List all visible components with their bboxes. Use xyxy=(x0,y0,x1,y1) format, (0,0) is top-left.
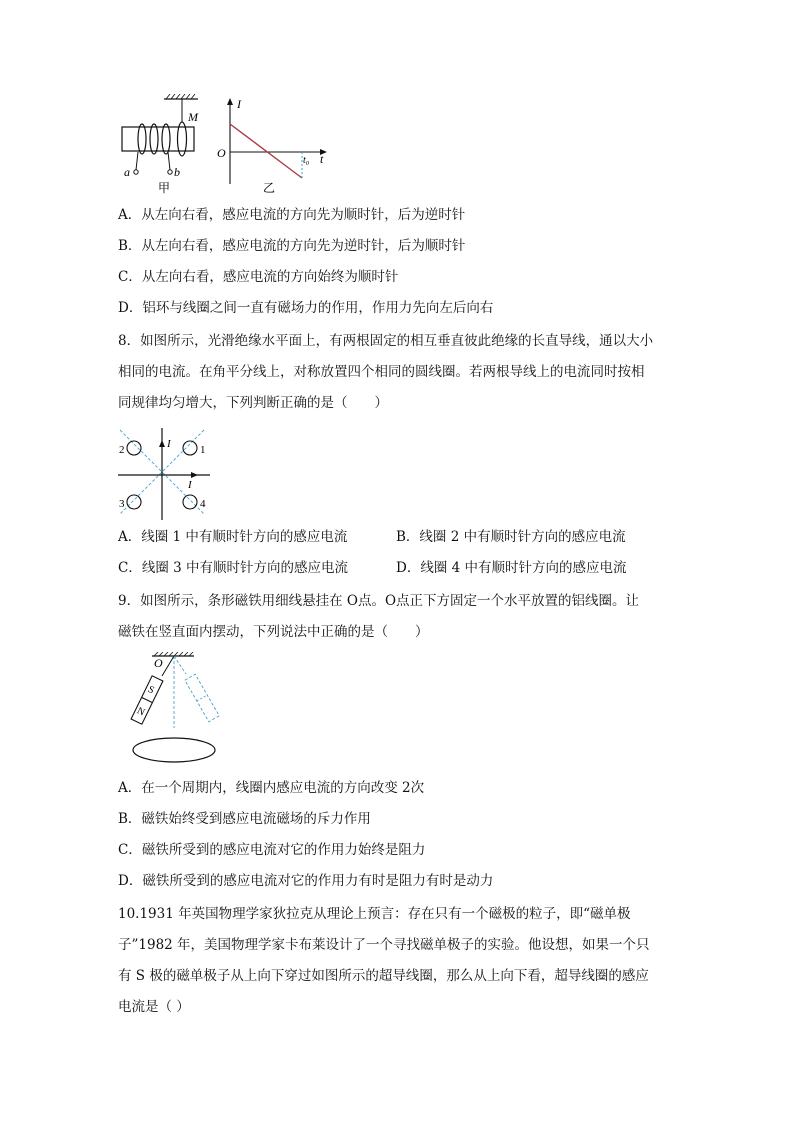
current-time-graph xyxy=(217,97,327,195)
q8-stem-line-2: 相同的电流。在角平分线上，对称放置四个相同的圆线圈。若两根导线上的电流同时按相 xyxy=(118,364,645,380)
caption-yi: 乙 xyxy=(263,181,276,195)
q10-stem-line-4: 电流是（ ） xyxy=(118,999,190,1015)
q8-option-c: C．线圈 3 中有顺时针方向的感应电流 xyxy=(118,560,349,576)
q8-stem-line-1: 8．如图所示，光滑绝缘水平面上，有两根固定的相互垂直彼此绝缘的长直导线，通以大小 xyxy=(118,333,654,349)
q9-stem-line-2: 磁铁在竖直面内摆动，下列说法中正确的是（ ） xyxy=(118,624,429,640)
label-t-axis: t xyxy=(320,152,324,166)
label-M: M xyxy=(188,110,198,124)
q8-option-b: B．线圈 2 中有顺时针方向的感应电流 xyxy=(396,529,626,545)
q9-option-c: C．磁铁所受到的感应电流对它的作用力始终是阻力 xyxy=(118,842,426,858)
q10-stem-line-3: 有 S 极的磁单极子从上向下穿过如图所示的超导线圈，那么从上向下看，超导线圈的感应 xyxy=(118,968,649,984)
q7-option-a: A．从左向右看，感应电流的方向先为顺时针，后为逆时针 xyxy=(118,207,466,223)
magnet-label-S: S xyxy=(146,684,156,697)
q7-option-b: B．从左向右看，感应电流的方向先为逆时针，后为顺时针 xyxy=(118,238,466,254)
label-pivot-O: O xyxy=(154,656,163,670)
label-I-axis: I xyxy=(237,97,241,111)
coil-label-1: 1 xyxy=(200,444,206,456)
q10-stem-line-2: 子”1982 年，美国物理学家卡布莱设计了一个寻找磁单极子的实验。他设想，如果一个只 xyxy=(118,937,650,953)
q9-option-d: D．磁铁所受到的感应电流对它的作用力有时是阻力有时是动力 xyxy=(118,873,494,889)
magnet-label-N: N xyxy=(135,705,147,719)
coil-label-3: 3 xyxy=(119,498,125,510)
caption-jia: 甲 xyxy=(158,181,171,195)
q8-stem-line-3: 同规律均匀增大，下列判断正确的是（ ） xyxy=(118,395,388,411)
q9-stem-line-1: 9．如图所示，条形磁铁用细线悬挂在 O点。O点正下方固定一个水平放置的铝线圈。让 xyxy=(118,593,640,609)
q7-option-c: C．从左向右看，感应电流的方向始终为顺时针 xyxy=(118,269,399,285)
q9-option-b: B．磁铁始终受到感应电流磁场的斥力作用 xyxy=(118,811,371,827)
label-I-horizontal: I xyxy=(188,479,192,491)
coil-diagram xyxy=(122,94,199,195)
label-origin: O xyxy=(217,146,226,160)
label-b: b xyxy=(174,165,180,179)
q7-option-d: D．铝环与线圈之间一直有磁场力的作用，作用力先向左后向右 xyxy=(118,300,494,316)
label-a: a xyxy=(124,165,130,179)
coil-label-2: 2 xyxy=(119,444,125,456)
q10-stem-line-1: 10.1931 年英国物理学家狄拉克从理论上预言：存在只有一个磁极的粒子，即“磁单极 xyxy=(118,906,631,922)
coil-label-4: 4 xyxy=(200,498,206,510)
figure-q9 xyxy=(118,652,233,767)
q8-option-d: D．线圈 4 中有顺时针方向的感应电流 xyxy=(396,560,627,576)
figure-q7 xyxy=(118,94,348,199)
q9-option-a: A．在一个周期内，线圈内感应电流的方向改变 2次 xyxy=(118,780,425,796)
figure-q8 xyxy=(118,428,218,520)
label-t0: t₀ xyxy=(303,155,310,166)
q8-option-a: A．线圈 1 中有顺时针方向的感应电流 xyxy=(118,529,348,545)
label-I-vertical: I xyxy=(167,438,171,450)
